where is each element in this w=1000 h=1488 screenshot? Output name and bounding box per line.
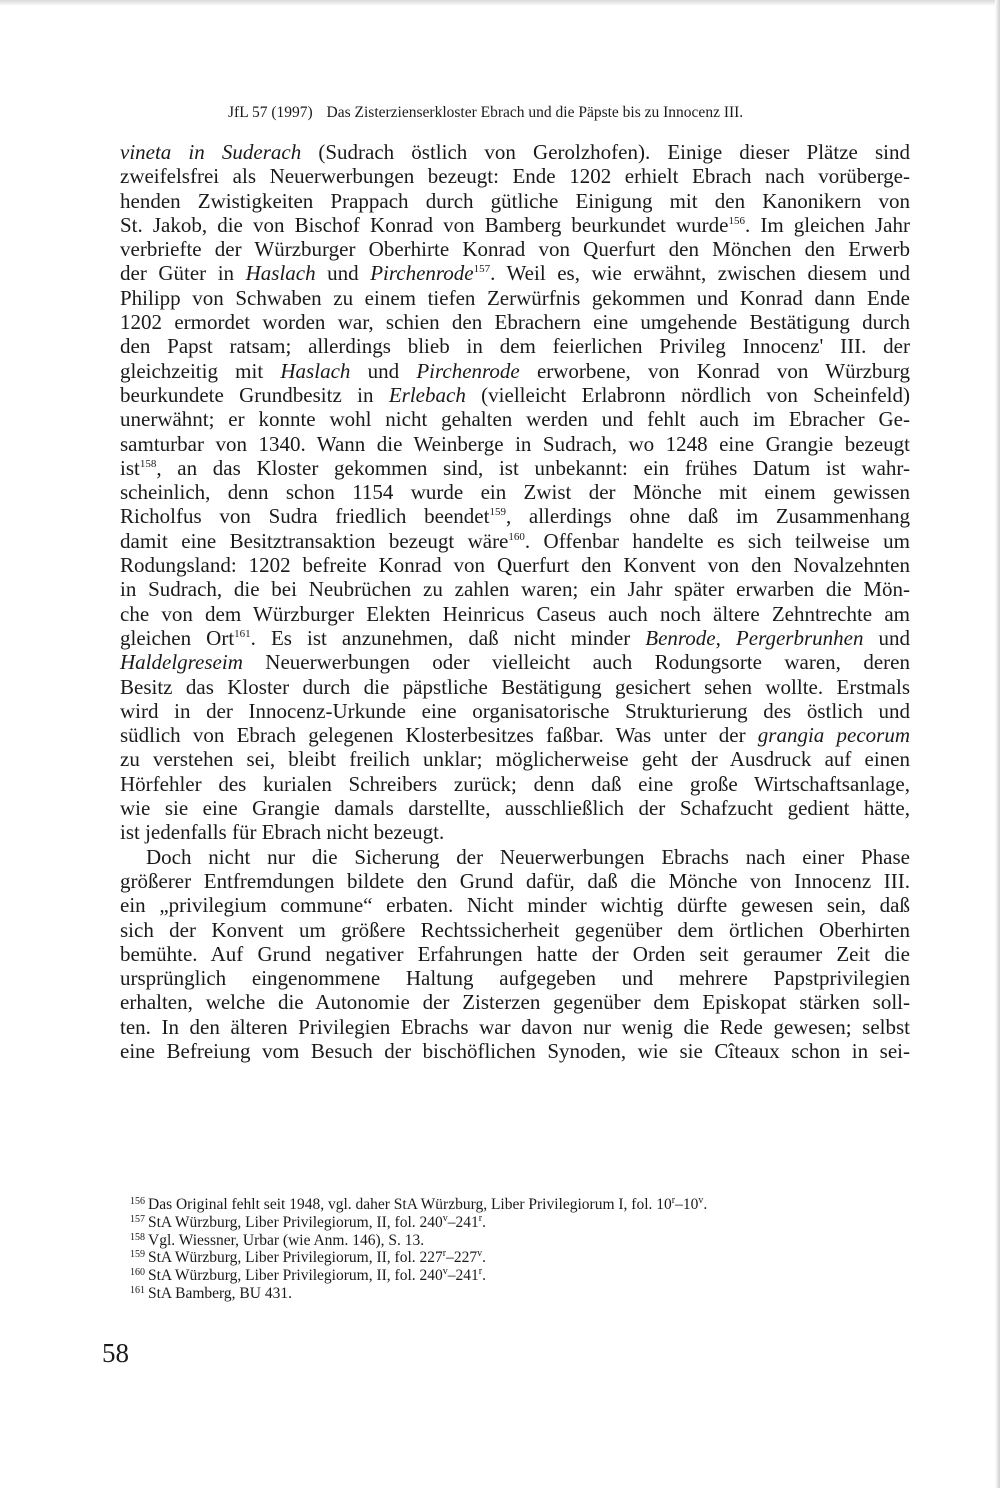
text-run: beurkundete Grundbesitz in — [120, 382, 389, 407]
body-line — [120, 699, 910, 723]
text-run: Philipp von Schwaben zu einem tiefen Zerwürfnis gekommen und Konrad dann Ende — [120, 285, 910, 310]
body-line — [120, 261, 910, 285]
text-run: und — [863, 625, 910, 650]
body-line — [120, 553, 910, 577]
footnote-ref: r — [442, 1248, 447, 1260]
running-head-title: Das Zisterzienserkloster Ebrach und die Päpste bis zu Innocenz III. — [326, 104, 744, 121]
body-line — [120, 529, 910, 553]
body-line — [120, 456, 910, 480]
footnote-ref: 161 — [234, 627, 251, 640]
body-line — [120, 869, 910, 893]
text-run: henden Zwistigkeiten Prappach durch gütliche Einigung mit den Kanonikern von — [120, 188, 910, 213]
text-run: damit eine Besitztransaktion bezeugt wäre — [120, 528, 509, 553]
body-line — [120, 990, 910, 1014]
body-line — [120, 723, 910, 747]
text-run: wie sie eine Grangie damals darstellte, ausschließlich der Schafzucht gedient hätte, — [120, 796, 910, 821]
body-line — [120, 359, 910, 383]
footnote-ref: v — [442, 1212, 448, 1224]
text-run: . Weil es, wie erwähnt, zwischen diesem und — [490, 261, 911, 286]
text-run: zu verstehen sei, bleibt freilich unklar; möglicherweise geht der Ausdruck auf einen — [120, 747, 910, 772]
body-line — [120, 504, 910, 528]
text-run: südlich von Ebrach gelegenen Klosterbesitzes faßbar. Was unter der — [120, 723, 758, 748]
text-run: 1202 ermordet worden war, schien den Ebrachern eine umgehende Bestätigung durch — [120, 310, 910, 335]
italic-text: Pirchenrode — [370, 261, 474, 286]
text-run: . — [703, 1196, 708, 1213]
footnote: 157 StA Würzburg, Liber Privilegiorum, II, fol. 240$^v$–241$^r$. — [130, 1212, 486, 1231]
text-run: ein „privilegium commune“ erbaten. Nicht minder wichtig dürfte gewesen sein, daß — [120, 893, 910, 918]
footnote: 156 Das Original fehlt seit 1948, vgl. daher StA Würzburg, Liber Privilegiorum I, fol. 10$^r$–10$^v$. — [130, 1195, 708, 1213]
body-line — [120, 140, 910, 164]
footnote-ref: 160 — [508, 530, 525, 543]
text-run: , an das Kloster gekommen sind, ist unbekannt: ein frühes Datum ist wahr- — [156, 455, 910, 480]
body-line — [120, 1039, 910, 1063]
body-line — [120, 334, 910, 358]
italic-text: Erlebach — [388, 382, 466, 407]
body-line — [120, 383, 910, 407]
body-line — [120, 602, 910, 626]
text-run: –10 — [675, 1196, 699, 1213]
footnote-ref: r — [478, 1212, 483, 1224]
text-run: StA Bamberg, BU 431. — [148, 1284, 292, 1302]
body-line — [120, 675, 910, 699]
italic-text: Haldelgreseim — [120, 650, 243, 675]
text-run: . — [482, 1267, 486, 1285]
text-run: zweifelsfrei als Neuerwerbungen bezeugt: Ende 1202 erhielt Ebrach nach vorüberge- — [120, 164, 910, 189]
body-line — [120, 772, 910, 796]
running-head-journal: JfL 57 (1997) — [228, 104, 313, 121]
text-run: wird in der Innocenz-Urkunde eine organisatorische Strukturierung des östlich und — [120, 698, 910, 723]
text-run: St. Jakob, die von Bischof Konrad von Bamberg beurkundet wurde — [120, 212, 729, 237]
footnote-ref: r — [478, 1266, 483, 1278]
text-run: –241 — [447, 1213, 479, 1231]
body-line — [120, 286, 910, 310]
body-line — [120, 310, 910, 334]
body-line — [120, 407, 910, 431]
text-run: in Sudrach, die bei Neubrüchen zu zahlen waren; ein Jahr später erwarben die Mön- — [120, 577, 910, 602]
text-run: der Güter in — [120, 261, 246, 286]
text-run: . Es ist anzunehmen, daß nicht minder — [250, 625, 646, 650]
footnote-ref: v — [477, 1248, 483, 1260]
scan-edge-right — [995, 0, 1000, 1488]
text-run: StA Würzburg, Liber Privilegiorum, II, fol. 240 — [148, 1267, 443, 1285]
text-run: StA Würzburg, Liber Privilegiorum, II, fol. 227 — [148, 1249, 443, 1267]
text-run: Hörfehler des kurialen Schreibers zurück; denn daß eine große Wirtschaftsanlage, — [120, 771, 910, 796]
text-run: . Offenbar handelte es sich teilweise um — [524, 528, 910, 553]
footnote: 161 StA Bamberg, BU 431. — [130, 1284, 292, 1302]
italic-text: vineta in Suderach — [120, 140, 302, 164]
text-run: samturbar von 1340. Wann die Weinberge in Sudrach, wo 1248 eine Grangie bezeugt — [120, 431, 910, 456]
text-run: gleichzeitig mit — [120, 358, 281, 383]
body-line — [120, 1015, 910, 1039]
text-run: erhalten, welche die Autonomie der Zisterzen gegenüber dem Episkopat stärken soll- — [120, 990, 910, 1015]
text-run: che von dem Würzburger Elekten Heinricus Caseus auch noch ältere Zehntrechte am — [120, 601, 910, 626]
text-run: ist — [120, 455, 140, 480]
scan-edge-top — [0, 0, 1000, 6]
body-line — [120, 213, 910, 237]
text-run: und — [315, 261, 371, 286]
body-line — [120, 577, 910, 601]
footnote-ref: r — [671, 1195, 676, 1206]
body-line — [120, 650, 910, 674]
text-run: Vgl. Wiessner, Urbar (wie Anm. 146), S. 13. — [148, 1231, 425, 1249]
body-line — [120, 845, 910, 869]
italic-text: Haslach — [280, 358, 351, 383]
text-run: . — [482, 1249, 486, 1267]
text-run: Neuerwerbungen oder vielleicht auch Rodungsorte waren, deren — [242, 650, 910, 675]
page-number: 58 — [102, 1338, 129, 1368]
body-line — [120, 820, 910, 844]
text-run: Das Original fehlt seit 1948, vgl. daher StA Würzburg, Liber Privilegiorum I, fol. 10 — [148, 1196, 672, 1213]
text-run: . Im gleichen Jahr — [744, 212, 911, 237]
text-run: bemühte. Auf Grund negativer Erfahrungen hatte der Orden seit geraumer Zeit die — [120, 941, 910, 966]
body-line — [120, 747, 910, 771]
footnote-ref: 159 — [489, 506, 506, 519]
text-run: ten. In den älteren Privilegien Ebrachs war davon nur wenig die Rede gewesen; selbst — [120, 1014, 910, 1039]
text-run: und — [350, 358, 417, 383]
footnote: 159 StA Würzburg, Liber Privilegiorum, II, fol. 227$^r$–227$^v$. — [130, 1248, 486, 1267]
body-line — [120, 432, 910, 456]
text-run: (vielleicht Erlabronn nördlich von Scheinfeld) — [465, 382, 910, 407]
text-run: eine Befreiung vom Besuch der bischöflichen Synoden, wie sie Cîteaux schon in sei- — [120, 1038, 910, 1063]
text-run: . — [482, 1213, 486, 1231]
body-line — [120, 942, 910, 966]
italic-text: Haslach — [245, 261, 316, 286]
text-run: –227 — [446, 1249, 478, 1267]
body-line — [120, 480, 910, 504]
text-run: Besitz das Kloster durch die päpstliche Bestätigung gesichert sehen wollte. Erstmals — [120, 674, 910, 699]
text-run: –241 — [447, 1267, 479, 1285]
text-run: scheinlich, denn schon 1154 wurde ein Zwist der Mönche mit einem gewissen — [120, 480, 910, 505]
text-run: den Papst ratsam; allerdings blieb in dem feierlichen Privileg Innocenz' III. der — [120, 334, 910, 359]
body-line — [120, 626, 910, 650]
body-line — [120, 918, 910, 942]
text-run: gleichen Ort — [120, 625, 235, 650]
text-run: verbriefte der Würzburger Oberhirte Konrad von Querfurt den Mönchen den Erwerb — [120, 237, 910, 262]
text-run: erworbene, von Konrad von Würzburg — [519, 358, 910, 383]
footnote: 158 Vgl. Wiessner, Urbar (wie Anm. 146), S. 13. — [130, 1231, 425, 1249]
footnotes — [130, 1196, 890, 1303]
text-run: ist jedenfalls für Ebrach nicht bezeugt. — [120, 820, 445, 845]
text-run: ursprünglich eingenommene Haltung aufgegeben und mehrere Papstprivilegien — [120, 966, 910, 991]
italic-text: Benrode, Pergerbrunhen — [645, 625, 864, 650]
text-run: StA Würzburg, Liber Privilegiorum, II, fol. 240 — [148, 1213, 443, 1231]
body-line — [120, 164, 910, 188]
text-run: sich der Konvent um größere Rechtssicherheit gegenüber dem örtlichen Oberhirten — [120, 917, 910, 942]
running-head — [228, 104, 828, 122]
body-line — [120, 966, 910, 990]
body-line — [120, 893, 910, 917]
text-run: (Sudrach östlich von Gerolzhofen). Einige dieser Plätze sind — [301, 140, 910, 164]
body-line — [120, 189, 910, 213]
text-run: größerer Entfremdungen bildete den Grund dafür, daß die Mönche von Innocenz III. — [120, 868, 910, 893]
text-run: Rodungsland: 1202 befreite Konrad von Querfurt den Konvent von den Novalzehnten — [120, 553, 910, 578]
body-text — [120, 140, 910, 1063]
text-run: Richolfus von Sudra friedlich beendet — [120, 504, 490, 529]
body-line — [120, 796, 910, 820]
italic-text: grangia pecorum — [757, 723, 910, 748]
footnote: 160 StA Würzburg, Liber Privilegiorum, II, fol. 240$^v$–241$^r$. — [130, 1266, 486, 1285]
body-line — [120, 237, 910, 261]
text-run: Doch nicht nur die Sicherung der Neuerwerbungen Ebrachs nach einer Phase — [146, 844, 910, 869]
footnote-ref: v — [442, 1266, 448, 1278]
footnote-ref: 157 — [473, 263, 491, 276]
footnote-ref: 156 — [728, 214, 745, 227]
footnote-ref: 158 — [139, 457, 157, 470]
footnote-ref: v — [698, 1195, 704, 1206]
text-run: , allerdings ohne daß im Zusammenhang — [505, 504, 910, 529]
italic-text: Pirchenrode — [416, 358, 520, 383]
text-run: unerwähnt; er konnte wohl nicht gehalten werden und fehlt auch im Ebracher Ge- — [120, 407, 910, 432]
